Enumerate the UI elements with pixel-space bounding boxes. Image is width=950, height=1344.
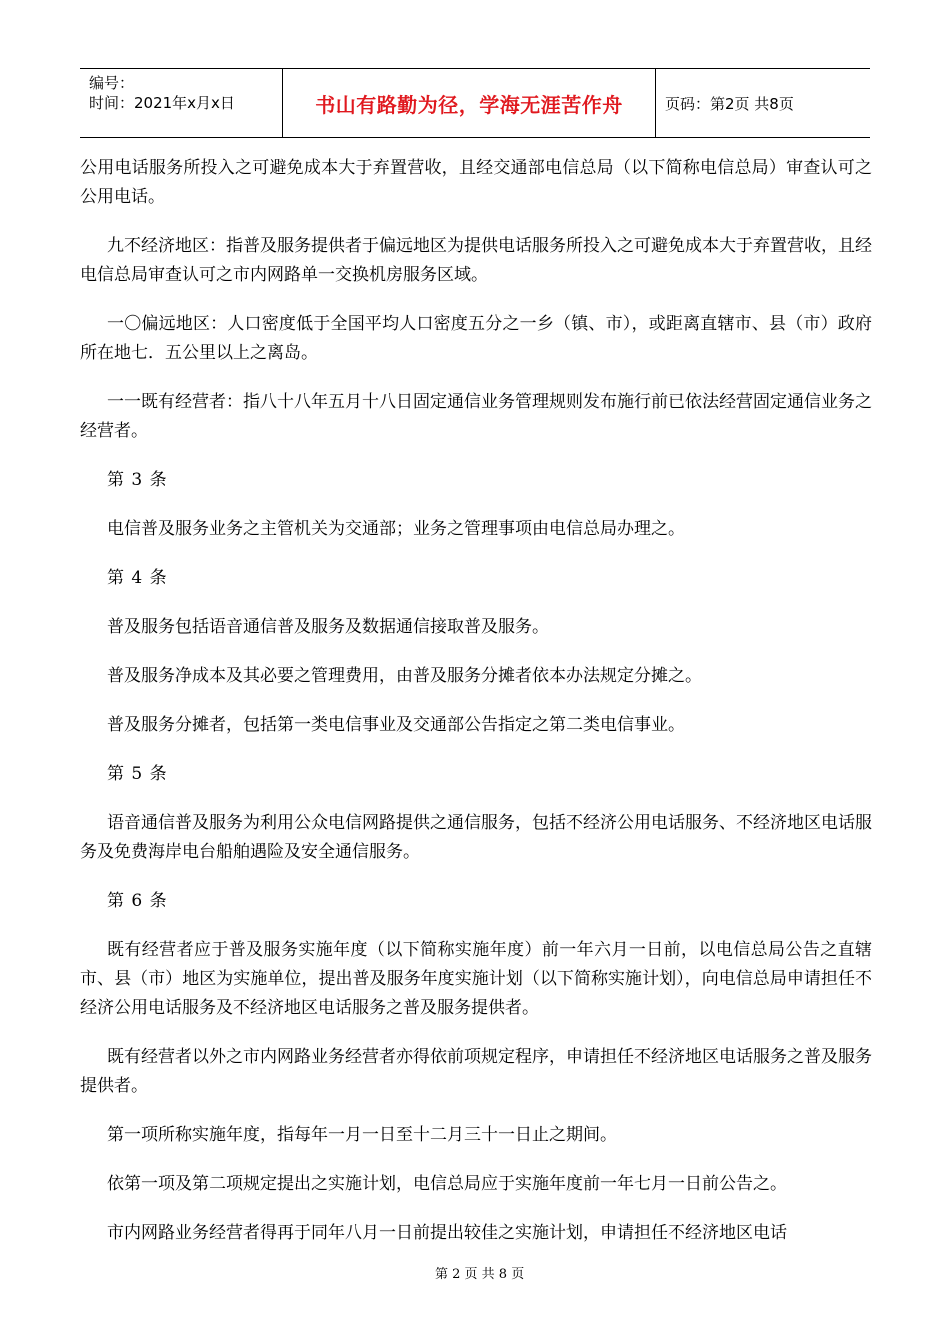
body-paragraph: 第一项所称实施年度，指每年一月一日至十二月三十一日止之期间。 (107, 1125, 617, 1145)
body-paragraph: 一一既有经营者：指八十八年五月十八日固定通信业务管理规则发布施行前已依法经营固定通信业务之经营者。 (80, 392, 872, 441)
body-paragraph: 既有经营者应于普及服务实施年度（以下简称实施年度）前一年六月一日前，以电信总局公告之直辖市、县（市）地区为实施单位，提出普及服务年度实施计划（以下简称实施计划），向电信总局申请担任不经济公用电话服务及不经济地区电话服务之普及服务提供者。 (80, 940, 872, 1018)
page-footer (0, 1263, 950, 1282)
document-body (80, 154, 872, 1268)
body-paragraph: 公用电话服务所投入之可避免成本大于弃置营收，且经交通部电信总局（以下简称电信总局）审查认可之公用电话。 (80, 158, 872, 207)
article-heading: 第 4 条 (107, 568, 168, 588)
article-heading: 第 6 条 (107, 891, 168, 911)
article-heading: 第 5 条 (107, 764, 168, 784)
header-motto-cell (283, 69, 656, 137)
body-paragraph: 普及服务包括语音通信普及服务及数据通信接取普及服务。 (107, 617, 549, 637)
body-paragraph: 电信普及服务业务之主管机关为交通部；业务之管理事项由电信总局办理之。 (107, 519, 685, 539)
body-paragraph: 普及服务净成本及其必要之管理费用，由普及服务分摊者依本办法规定分摊之。 (107, 666, 702, 686)
header-page-cell (656, 69, 870, 137)
body-paragraph: 语音通信普及服务为利用公众电信网路提供之通信服务，包括不经济公用电话服务、不经济地区电话服务及免费海岸电台船舶遇险及安全通信服务。 (80, 813, 872, 862)
header-page-label: 页码：第2页 共8页 (665, 94, 794, 113)
footer-page-number: 第 2 页 共 8 页 (435, 1267, 525, 1282)
body-paragraph: 一〇偏远地区：人口密度低于全国平均人口密度五分之一乡（镇、市），或距离直辖市、县（市）政府所在地七．五公里以上之离岛。 (80, 314, 872, 363)
body-paragraph: 市内网路业务经营者得再于同年八月一日前提出较佳之实施计划，申请担任不经济地区电话 (107, 1223, 787, 1243)
article-heading: 第 3 条 (107, 470, 168, 490)
motto-text: 书山有路勤为径，学海无涯苦作舟 (315, 92, 623, 117)
document-time-label: 时间：2021年x月x日 (89, 94, 235, 112)
document-number-label: 编号： (89, 74, 135, 92)
body-paragraph: 普及服务分摊者，包括第一类电信事业及交通部公告指定之第二类电信事业。 (107, 715, 685, 735)
body-paragraph: 依第一项及第二项规定提出之实施计划，电信总局应于实施年度前一年七月一日前公告之。 (107, 1174, 787, 1194)
header-meta-cell (80, 69, 283, 137)
body-paragraph: 九不经济地区：指普及服务提供者于偏远地区为提供电话服务所投入之可避免成本大于弃置营收，且经电信总局审查认可之市内网路单一交换机房服务区域。 (80, 236, 872, 285)
document-header (80, 68, 870, 138)
body-paragraph: 既有经营者以外之市内网路业务经营者亦得依前项规定程序，申请担任不经济地区电话服务之普及服务提供者。 (80, 1047, 872, 1096)
